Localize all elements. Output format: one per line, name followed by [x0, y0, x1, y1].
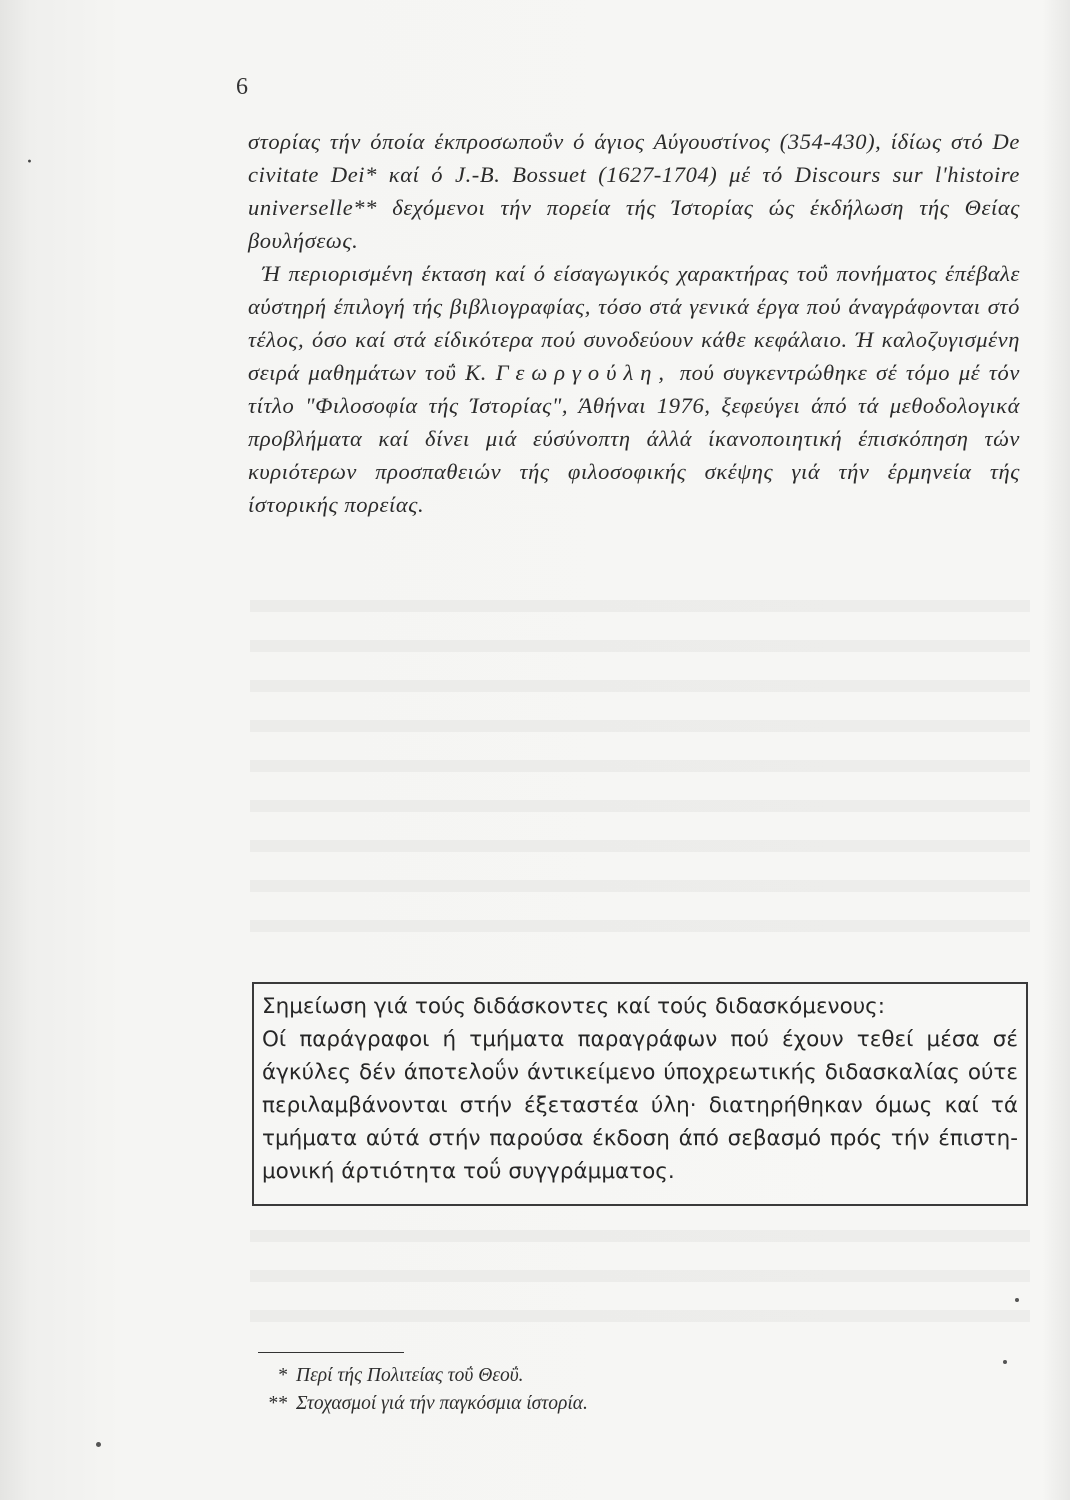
scan-speck — [1015, 1298, 1019, 1302]
bleed-through-ghost — [25, 40, 165, 210]
bleed-through-line — [250, 880, 1030, 892]
teacher-note-box — [252, 982, 1028, 1206]
bleed-through-line — [250, 800, 1030, 812]
footnote-text: Περί τής Πολιτείας τοΰ Θεοΰ. — [296, 1365, 524, 1386]
footnote-divider — [258, 1352, 404, 1353]
footnote — [258, 1390, 858, 1418]
bleed-through-line — [250, 920, 1030, 932]
bleed-through-line — [250, 640, 1030, 652]
note-line: τμήματα αύτά στήν παρούσα έκδοση άπό σεβασμό πρός τήν έπιστη- — [262, 1126, 1018, 1151]
paragraph-2-end: πού συγκεντρώθηκε σέ τόμο μέ τόν τίτλο "Φιλοσοφία τής Ίστορίας", Άθήναι 1976, ξεφεύγει άπό τά μεθοδολογικά προβλήματα καί δίνει μιά εύσύνοπτη άλλά ίκανοποιητική έπισκόπηση τών κυριότερων προσπαθειών τής φιλοσοφικής σκέψης γιά τήν έρμηνεία τής ίστορικής πορείας. — [248, 360, 1020, 517]
main-text — [248, 125, 1020, 521]
page-number: 6 — [236, 74, 248, 100]
note-line: άγκύλες δέν άποτελοΰν άντικείμενο ύποχρεωτικής διδασκαλίας ούτε — [262, 1060, 1018, 1085]
bleed-through-line — [250, 1230, 1030, 1242]
bleed-through-line — [250, 1310, 1030, 1322]
footnote — [258, 1362, 858, 1390]
page-edge-shadow — [1042, 0, 1070, 1500]
note-title: Σημείωση γιά τούς διδάσκοντες καί τούς διδασκόμενους: — [262, 994, 886, 1019]
bleed-through-line — [250, 840, 1030, 852]
footnote-mark: ** — [268, 1393, 288, 1414]
bleed-through-line — [250, 720, 1030, 732]
footnotes — [258, 1362, 858, 1418]
footnote-mark: * — [278, 1365, 288, 1386]
note-line: περιλαμβάνονται στήν έξεταστέα ύλη· διατηρήθηκαν όμως καί τά — [262, 1093, 1018, 1118]
author-name: Γεωργούλη, — [495, 360, 672, 385]
scan-speck — [96, 1442, 101, 1447]
note-line: Οί παράγραφοι ή τμήματα παραγράφων πού έχουν τεθεί μέσα σέ — [262, 1027, 1018, 1052]
margin-mark: · — [26, 150, 33, 175]
paragraph-1: στορίας τήν όποία έκπροσωποΰν ό άγιος Αύγουστίνος (354-430), ίδίως στό De civitate Dei* καί ό J.-B. Bossuet (1627-1704) μέ τό Discours sur l'histoire universelle** δεχόμενοι τήν πορεία τής Ίστορίας ώς έκδήλωση τής Θείας βουλήσεως. — [248, 129, 1020, 253]
scan-speck — [1003, 1360, 1007, 1364]
footnote-text: Στοχασμοί γιά τήν παγκόσμια ίστορία. — [296, 1393, 588, 1414]
bleed-through-line — [250, 1270, 1030, 1282]
bleed-through-line — [250, 760, 1030, 772]
bleed-through-line — [250, 600, 1030, 612]
paragraph-2 — [248, 257, 1020, 521]
paragraph-2-start: Ή περιορισμένη έκταση καί ό είσαγωγικός χαρακτήρας τοΰ πονήματος έπέβαλε αύστηρή έπιλογή τής βιβλιογραφίας, τόσο στά γενικά έργα πού άναγράφονται στό τέλος, όσο καί στά είδικότερα πού συνοδεύουν κάθε κεφάλαιο. Ή καλοζυγισμένη σειρά μαθημάτων τοΰ Κ. — [248, 261, 1020, 385]
bleed-through-line — [250, 680, 1030, 692]
note-line: μονική άρτιότητα τοΰ συγγράμματος. — [262, 1159, 675, 1184]
